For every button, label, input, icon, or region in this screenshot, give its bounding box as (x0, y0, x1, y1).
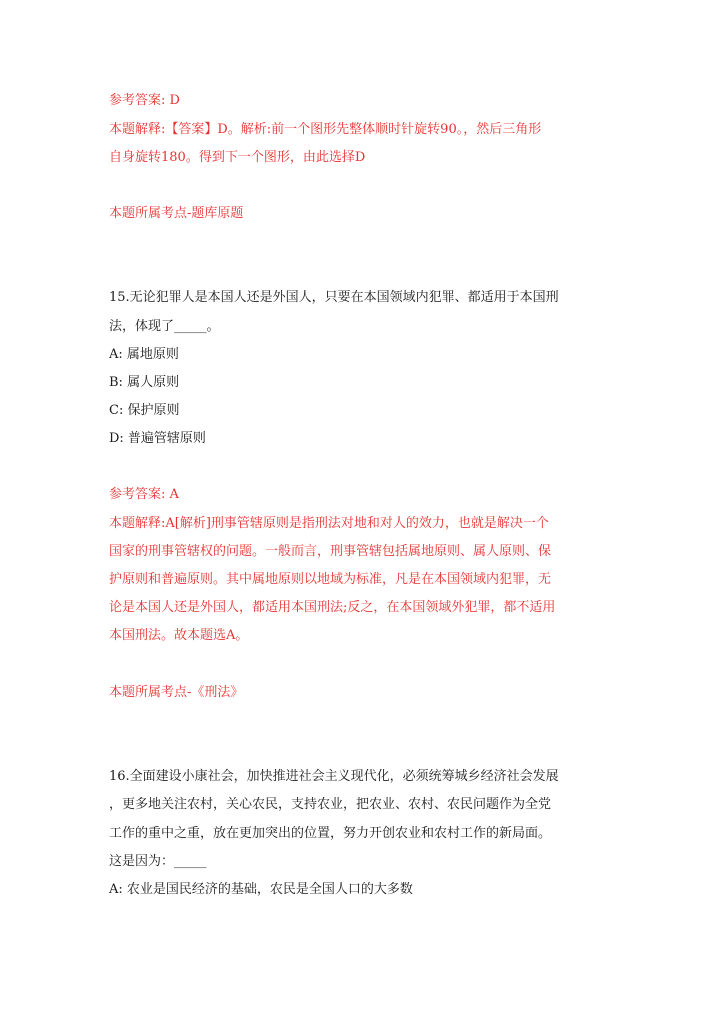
question-stem-line: 法，体现了_____。 (109, 319, 220, 334)
option-a: A: 农业是国民经济的基础，农民是全国人口的大多数 (109, 882, 413, 897)
question-stem-line: 工作的重中之重，放在更加突出的位置，努力开创农业和农村工作的新局面。 (109, 826, 552, 841)
explanation-line: 本国刑法。故本题选A。 (109, 628, 249, 643)
option-c: C: 保护原则 (109, 403, 180, 418)
answer-line: 参考答案: D (109, 93, 180, 108)
option-d: D: 普遍管辖原则 (109, 431, 206, 446)
explanation-line: 论是本国人还是外国人，都适用本国刑法;反之，在本国领域外犯罪，都不适用 (109, 600, 556, 615)
topic-line: 本题所属考点-题库原题 (109, 206, 244, 221)
question-stem-line: 15.无论犯罪人是本国人还是外国人，只要在本国领域内犯罪、都适用于本国刑 (109, 290, 559, 305)
explanation-line: 自身旋转180。得到下一个图形，由此选择D (109, 150, 366, 165)
answer-line: 参考答案: A (109, 487, 179, 502)
option-a: A: 属地原则 (109, 347, 179, 362)
explanation-line: 国家的刑事管辖权的问题。一般而言，刑事管辖包括属地原则、属人原则、保 (109, 544, 552, 559)
question-stem-line: ，更多地关注农村，关心农民，支持农业，把农业、农村、农民问题作为全党 (109, 797, 552, 812)
explanation-line: 护原则和普遍原则。其中属地原则以地域为标准，凡是在本国领域内犯罪，无 (109, 572, 552, 587)
option-b: B: 属人原则 (109, 375, 180, 390)
explanation-line: 本题解释:A[解析]刑事管辖原则是指刑法对地和对人的效力，也就是解决一个 (109, 516, 549, 531)
explanation-line: 本题解释:【答案】D。解析:前一个图形先整体顺时针旋转90。，然后三角形 (109, 122, 542, 137)
topic-line: 本题所属考点-《刑法》 (109, 685, 244, 700)
question-stem-line: 16.全面建设小康社会，加快推进社会主义现代化，必须统筹城乡经济社会发展 (109, 769, 559, 784)
question-stem-line: 这是因为：_____ (109, 854, 207, 869)
